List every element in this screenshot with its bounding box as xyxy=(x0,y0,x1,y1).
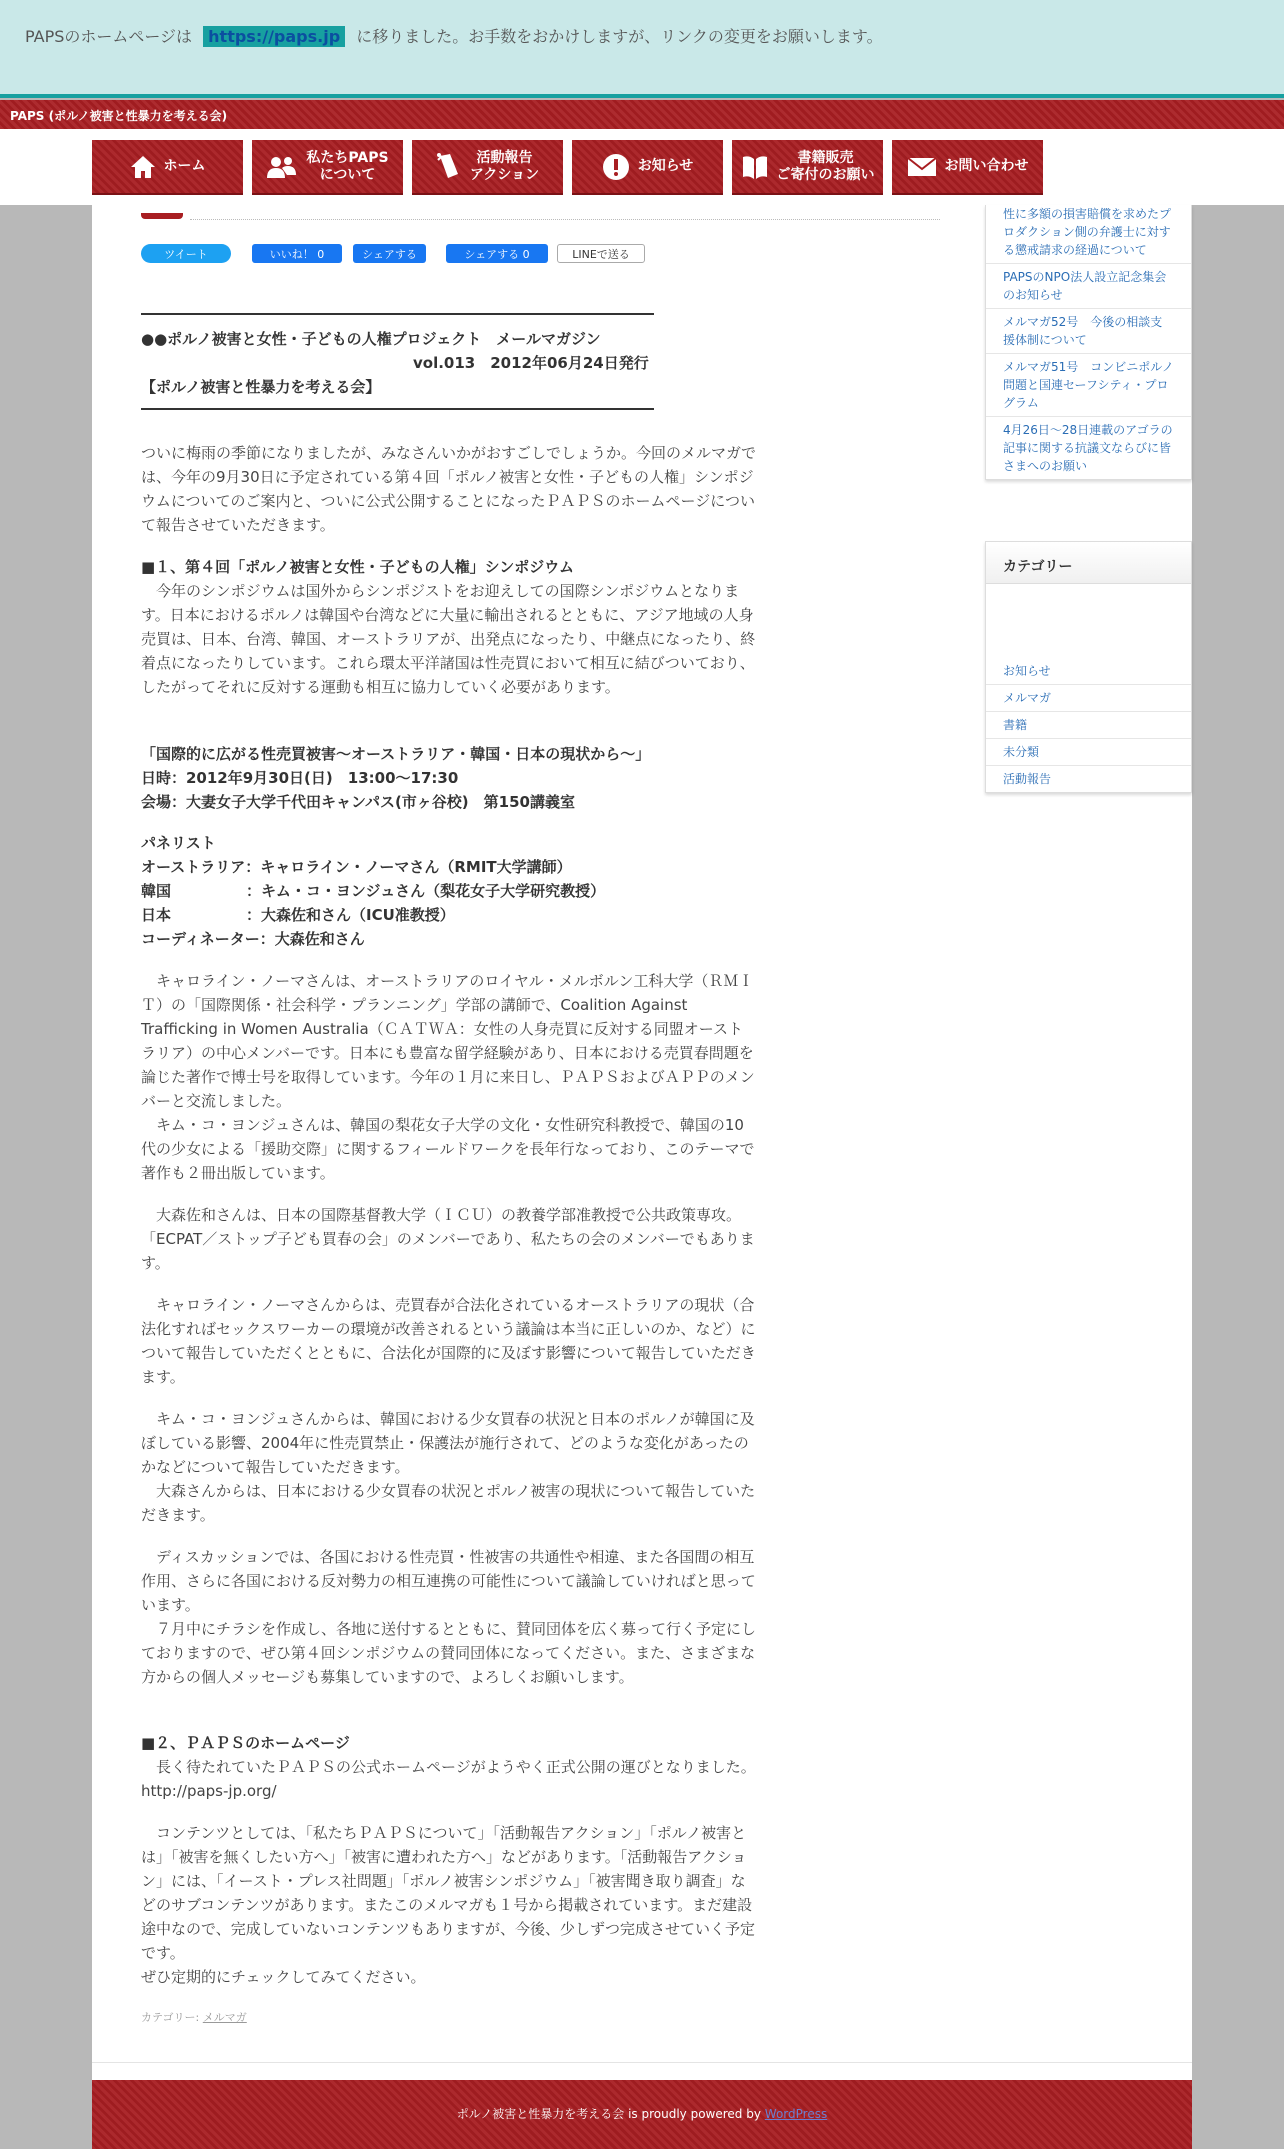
panelist-coordinator: コーディネーター：大森佐和さん xyxy=(141,930,365,948)
nav-home[interactable] xyxy=(92,140,243,195)
nav-about[interactable] xyxy=(252,140,403,195)
bio-omori: 大森佐和さんは、日本の国際基督教大学（ＩＣＵ）の教養学部准教授で公共政策専攻。「ECPAT／ストップ子ども買春の会」のメンバーであり、私たちの会のメンバーでもあります。 xyxy=(141,1206,755,1272)
nav-activity[interactable] xyxy=(412,140,563,195)
line-share-button[interactable] xyxy=(557,244,645,263)
bio-block xyxy=(141,969,757,1185)
category-item[interactable]: 書籍 xyxy=(986,712,1191,739)
title-accent xyxy=(141,213,183,219)
share-count-label: シェアする 0 xyxy=(464,247,530,261)
header-rule-bottom xyxy=(141,408,654,410)
discussion-block xyxy=(141,1545,757,1689)
line-label: LINEで送る xyxy=(572,247,630,261)
recent-post-link[interactable]: PAPSのNPO法人設立記念集会のお知らせ xyxy=(986,264,1191,309)
nav-label: 書籍販売 ご寄付のお願い xyxy=(776,149,875,183)
nav-label: ホーム xyxy=(163,158,206,174)
title-divider xyxy=(190,219,940,220)
notice-bar xyxy=(0,0,1284,98)
contents-block xyxy=(141,1821,757,1989)
check-paragraph: ぜひ定期的にチェックしてみてください。 xyxy=(141,1968,426,1986)
exclamation-icon xyxy=(602,153,630,181)
report-kim: キム・コ・ヨンジュさんからは、韓国における少女買春の状況と日本のポルノが韓国に及ぼしている影響、2004年に性売買禁止・保護法が施行されて、どのような変化があったのかなどについて報告していただきます。 xyxy=(141,1410,755,1476)
facebook-share-button[interactable] xyxy=(353,244,426,263)
report-kim-block xyxy=(141,1407,757,1527)
nav-label: お知らせ xyxy=(637,158,694,174)
event-info xyxy=(141,742,757,814)
event-date: 日時：2012年9月30日(日) 13:00～17:30 xyxy=(141,769,459,787)
flyer-paragraph: ７月中にチラシを作成し、各地に送付するとともに、賛同団体を広く募って行く予定にしておりますので、ぜひ第４回シンポジウムの賛同団体になってください。また、さまざまな方からの個人メッセージも募集していますので、よろしくお願いします。 xyxy=(141,1620,757,1686)
event-place: 会場：大妻女子大学千代田キャンパス(市ヶ谷校) 第150講義室 xyxy=(141,793,575,811)
section-1 xyxy=(141,555,757,699)
site-footer xyxy=(92,2080,1192,2149)
panelist-australia: オーストラリア：キャロライン・ノーマさん（RMIT大学講師） xyxy=(141,858,572,876)
newsletter-header xyxy=(141,327,757,399)
header-rule-top xyxy=(141,313,654,315)
home-icon xyxy=(130,154,156,180)
footer-divider xyxy=(92,2062,1192,2063)
book-icon xyxy=(741,153,769,181)
tweet-button[interactable] xyxy=(141,244,231,263)
nav-label: 活動報告 アクション xyxy=(469,149,540,183)
newsletter-org: 【ポルノ被害と性暴力を考える会】 xyxy=(141,378,381,396)
share-label: シェアする xyxy=(362,247,417,261)
report-norma-block xyxy=(141,1293,757,1389)
bio-omori-block xyxy=(141,1203,757,1275)
nav-label: お問い合わせ xyxy=(944,158,1029,174)
category-widget xyxy=(985,541,1192,793)
bio-kim: キム・コ・ヨンジュさんは、韓国の梨花女子大学の文化・女性研究科教授で、韓国の10代の少女による「援助交際」に関するフィールドワークを長年行なっており、このテーマで著作も２冊出版しています。 xyxy=(141,1116,755,1182)
article-intro xyxy=(141,441,757,537)
discussion-paragraph: ディスカッションでは、各国における性売買・性被害の共通性や相違、また各国間の相互作用、さらに各国における反対勢力の相互連携の可能性について議論していければと思っています。 xyxy=(141,1548,756,1614)
contents-paragraph: コンテンツとしては、「私たちＰＡＰＳについて」「活動報告アクション」「ポルノ被害とは」「被害を無くしたい方へ」「被害に遭われた方へ」などがあります。「活動報告アクション」には、「イースト・プレス社問題」「ポルノ被害シンポジウム」「被害聞き取り調査」などのサブコンテンツがあります。またこのメルマガも１号から掲載されています。まだ建設途中なので、完成していないコンテンツもありますが、今後、少しずつ完成させていく予定です。 xyxy=(141,1824,755,1962)
flag-icon xyxy=(436,152,462,182)
notice-suffix: に移りました。お手数をおかけしますが、リンクの変更をお願いします。 xyxy=(356,27,883,46)
category-label: カテゴリー: xyxy=(141,2011,200,2024)
notice-prefix: PAPSのホームページは xyxy=(25,27,193,46)
section-2-title: ■２、ＰＡＰＳのホームページ xyxy=(141,1734,350,1752)
notice-text xyxy=(25,24,883,47)
mail-icon xyxy=(907,156,937,178)
category-widget-title: カテゴリー xyxy=(986,542,1191,584)
site-header xyxy=(0,100,1284,129)
recent-post-link[interactable]: 4月26日〜28日連載のアゴラの記事に関する抗議文ならびに皆さまへのお願い xyxy=(1003,423,1173,473)
nav-contact[interactable] xyxy=(892,140,1043,195)
event-title: 「国際的に広がる性売買被害～オーストラリア・韓国・日本の現状から～」 xyxy=(141,745,651,763)
recent-post-link[interactable]: メルマガ52号 今後の相談支援体制について xyxy=(986,309,1191,354)
report-norma: キャロライン・ノーマさんからは、売買春が合法化されているオーストラリアの現状（合法化すればセックスワーカーの環境が改善されるという議論は本当に正しいのか、など）について報告していただくとともに、合法化が国際的に及ぼす影響について報告していただきます。 xyxy=(141,1296,756,1386)
recent-posts-widget xyxy=(985,205,1192,480)
post-category xyxy=(141,2006,757,2030)
footer-wordpress-link[interactable]: WordPress xyxy=(764,2107,828,2121)
nav-news[interactable] xyxy=(572,140,723,195)
panelist-japan: 日本 ：大森佐和さん（ICU准教授） xyxy=(141,906,455,924)
category-item[interactable]: 活動報告 xyxy=(1003,772,1052,786)
footer-text: ポルノ被害と性暴力を考える会 is proudly powered by xyxy=(456,2107,761,2121)
tweet-label: ツイート xyxy=(164,247,208,261)
intro-paragraph: ついに梅雨の季節になりましたが、みなさんいかがおすごしでしょうか。今回のメルマガでは、今年の9月30日に予定されている第４回「ポルノ被害と女性・子どもの人権」シンポジウムについてのご案内と、ついに公式公開することになったＰＡＰＳのホームページについて報告させていただきます。 xyxy=(141,444,757,534)
nav-books[interactable] xyxy=(732,140,883,195)
like-label: いいね！ 0 xyxy=(269,247,325,261)
section-1-title: ■１、第４回「ポルノ被害と女性・子どもの人権」シンポジウム xyxy=(141,558,575,576)
category-item[interactable]: メルマガ xyxy=(986,685,1191,712)
facebook-like-button[interactable] xyxy=(252,244,342,263)
navigation-bar xyxy=(0,129,1284,205)
bio-norma: キャロライン・ノーマさんは、オーストラリアのロイヤル・メルボルン工科大学（ＲＭＩＴ）の「国際関係・社会科学・プランニング」学部の講師で、Coalition Against Trafficking in Women Australia（ＣＡＴＷＡ：女性の人身売買に反対する同盟オーストラリア）の中心メンバーです。日本にも豊富な留学経験があり、日本における売買春問題を論じた著作で博士号を取得しています。今年の１月に来日し、ＰＡＰＳおよびＡＰＰのメンバーと交流しました。 xyxy=(141,972,755,1110)
people-icon xyxy=(266,154,298,180)
panelists-heading: パネリスト xyxy=(141,834,216,852)
notice-link[interactable]: https://paps.jp xyxy=(203,26,345,47)
category-item[interactable]: お知らせ xyxy=(986,658,1191,685)
section-2 xyxy=(141,1731,757,1803)
section-2-paragraph: 長く待たれていたＰＡＰＳの公式ホームページがようやく正式公開の運びとなりました。http://paps-jp.org/ xyxy=(141,1758,756,1800)
site-title[interactable]: PAPS (ポルノ被害と性暴力を考える会) xyxy=(10,109,228,123)
section-1-paragraph: 今年のシンポジウムは国外からシンポジストをお迎えしての国際シンポジウムとなります。日本におけるポルノは韓国や台湾などに大量に輸出されるとともに、アジア地域の人身売買は、日本、台湾、韓国、オーストラリアが、出発点になったり、中継点になったり、終着点になったりしています。これら環太平洋諸国は性売買において相互に結びついており、したがってそれに反対する運動も相互に協力していく必要があります。 xyxy=(141,582,756,696)
recent-post-link[interactable]: メルマガ51号 コンビニポルノ問題と国連セーフシティ・プログラム xyxy=(986,354,1191,417)
recent-post-link[interactable]: 性に多額の損害賠償を求めたプロダクション側の弁護士に対する懲戒請求の経過について xyxy=(986,205,1191,264)
facebook-share-count-button[interactable] xyxy=(446,244,548,263)
category-item[interactable]: 未分類 xyxy=(986,739,1191,766)
report-omori: 大森さんからは、日本における少女買春の状況とポルノ被害の現状について報告していただきます。 xyxy=(141,1482,756,1524)
newsletter-volume: vol.013 2012年06月24日発行 xyxy=(413,354,649,372)
nav-label: 私たちPAPS について xyxy=(306,149,389,183)
panelist-korea: 韓国 ：キム・コ・ヨンジュさん（梨花女子大学研究教授） xyxy=(141,882,606,900)
category-link[interactable]: メルマガ xyxy=(202,2011,247,2024)
panelists xyxy=(141,831,757,951)
newsletter-name: ●●ポルノ被害と女性・子どもの人権プロジェクト メールマガジン xyxy=(141,330,601,348)
